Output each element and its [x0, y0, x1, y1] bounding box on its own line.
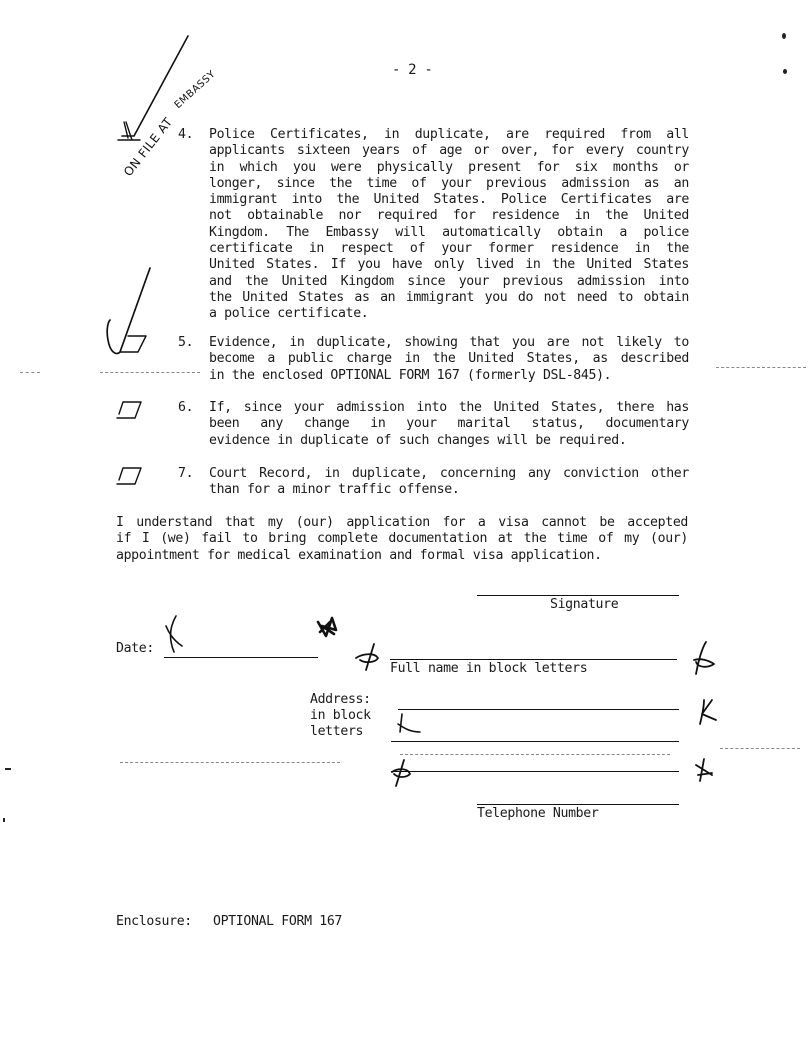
item-4-text: Police Certificates, in duplicate, are required from all applicants sixteen years of age or over, for every country in which you were physically present for six months or longer, since the time of your previous admission as an immigrant into the United States. Police Certificates are not obtainable nor required for residence in the United Kingdom. The Embassy will automatically obtain a police certificate in respect of your former residence in the United States. If you have only lived in the United States and the United Kingdom since your previous admission into the United States as an immigrant you do not need to obtain a police certificate. [209, 127, 689, 322]
scan-speck [783, 69, 787, 74]
date-label: Date: [116, 641, 154, 656]
handwritten-x-mark-icon [694, 696, 724, 728]
checkbox-item-6[interactable] [115, 400, 155, 424]
scan-artifact [720, 748, 800, 749]
scribble-mark-icon [312, 612, 342, 642]
handwritten-x-mark-icon [394, 710, 428, 736]
item-number: 5. [178, 335, 194, 350]
handwritten-x-mark-icon [686, 638, 720, 678]
handwritten-x-mark-icon [692, 755, 722, 785]
enclosure-value: OPTIONAL FORM 167 [213, 914, 343, 929]
checkbox-item-7[interactable] [115, 466, 155, 490]
telephone-field[interactable] [477, 804, 679, 805]
handwritten-note: EMBASSY [172, 68, 218, 111]
scan-artifact [20, 372, 40, 373]
full-name-field[interactable] [390, 659, 677, 660]
checkbox-item-5-checked[interactable] [100, 260, 160, 360]
enclosure-label: Enclosure: [116, 914, 192, 929]
address-label: in block [310, 708, 371, 723]
item-number: 4. [178, 127, 194, 142]
address-line-1[interactable] [398, 709, 679, 710]
item-5-text: Evidence, in duplicate, showing that you are not likely to become a public charge in the United States, as described in the enclosed OPTIONAL FORM 167 (formerly DSL-845). [209, 335, 689, 383]
scan-speck [782, 33, 786, 39]
handwritten-x-mark-icon [160, 612, 190, 657]
full-name-label: Full name in block letters [390, 661, 588, 676]
scan-artifact [120, 762, 340, 763]
signature-line[interactable] [477, 595, 679, 596]
scan-speck [5, 768, 11, 770]
address-line-2[interactable] [391, 741, 679, 742]
scan-speck [3, 818, 5, 822]
date-field[interactable] [164, 657, 318, 658]
item-number: 7. [178, 466, 194, 481]
item-7-text: Court Record, in duplicate, concerning any conviction other than for a minor traffic offense. [209, 466, 689, 498]
scan-artifact [400, 754, 670, 755]
handwritten-x-mark-icon [352, 640, 382, 676]
address-line-3[interactable] [391, 771, 679, 772]
address-label: letters [310, 724, 364, 739]
signature-label: Signature [550, 597, 619, 612]
item-number: 6. [178, 400, 194, 415]
scan-artifact [100, 372, 200, 373]
handwritten-note: ON FILE AT [120, 114, 176, 179]
statement-paragraph: I understand that my (our) application for a visa cannot be accepted if I (we) fail to bring complete documentation at the time of my (our) appointment for medical examination and formal visa application. [116, 515, 688, 563]
address-label: Address: [310, 692, 371, 707]
page-number: - 2 - [392, 62, 433, 78]
scan-artifact [716, 367, 806, 368]
item-6-text: If, since your admission into the United States, there has been any change in your marital status, documentary evidence in duplicate of such changes will be required. [209, 400, 689, 448]
handwritten-x-mark-icon [388, 756, 418, 790]
telephone-label: Telephone Number [477, 806, 599, 821]
